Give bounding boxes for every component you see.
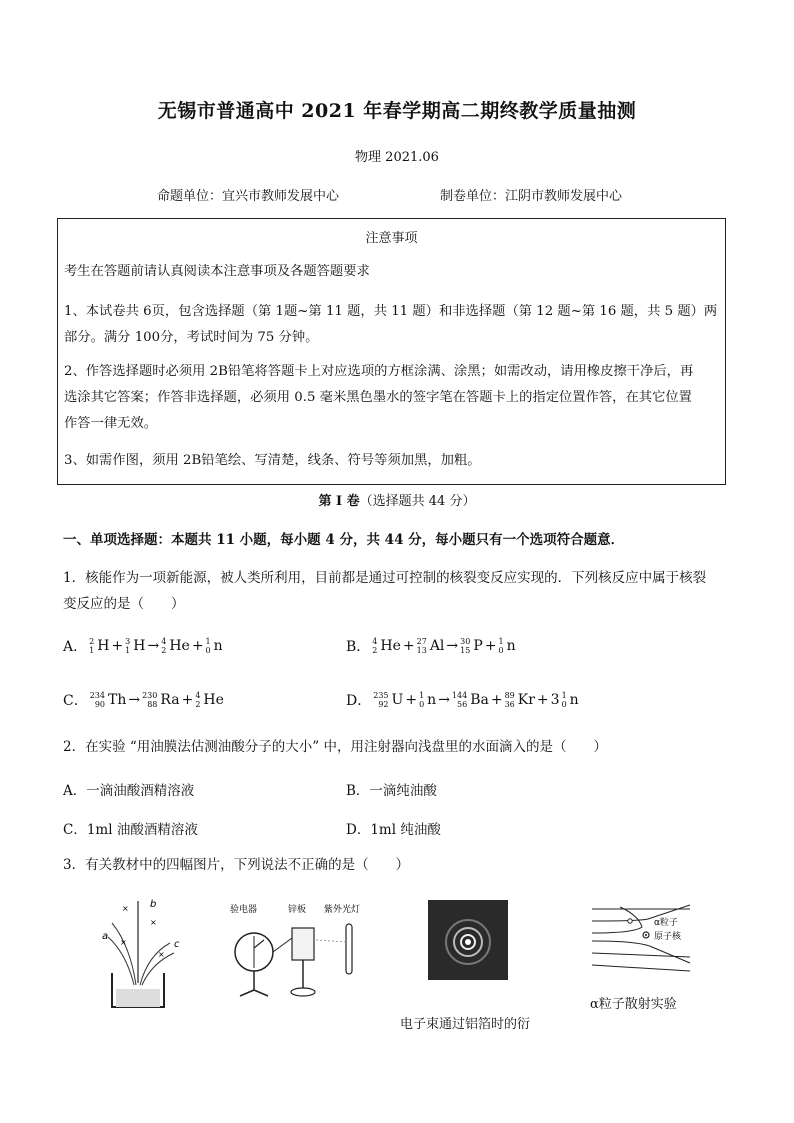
label-zinc: 锌板 [288,905,307,915]
notice-line: 考生在答题前请认真阅读本注意事项及各题答题要求 [64,264,370,279]
q1-option-d: D． 235 92 U + 1 0 n → 144 56 Ba + 89 36 Kr + 3 1 0 n [346,691,579,709]
option-label: C． [63,693,88,709]
q1-option-a: A． 2 1 H + 3 1 H → 4 2 He + 1 0 n [63,637,223,655]
notice-box [57,218,726,485]
notice-title: 注意事项 [365,231,418,246]
q2-stem: 2．在实验 “用油膜法估测油酸分子的大小” 中，用注射器向浅盘里的水面滴入的是（ ） [63,739,607,755]
svg-text:×: × [122,904,129,913]
notice-line: 选涂其它答案；作答非选择题，必须用 0.5 毫米黑色墨水的签字笔在答题卡上的指定位置作答，在其它位置 [64,390,692,405]
figure-alpha-scattering [590,895,700,985]
section-heading: 一、单项选择题：本题共 11 小题，每小题 4 分，共 44 分，每小题只有一个选项符合题意． [63,532,625,548]
compiler-unit: 制卷单位：江阴市教师发展中心 [440,189,623,204]
diffraction-rings [428,900,508,980]
option-label: A． [63,639,88,655]
part-label: 第 Ⅰ 卷 [318,494,360,509]
notice-line: 3、如需作图，须用 2B铅笔绘、写清楚，线条、符号等须加黑，加粗。 [64,453,481,468]
svg-text:×: × [158,950,165,959]
option-label: B． [346,639,371,655]
q1-stem-line1: 1．核能作为一项新能源，被人类所利用，目前都是通过可控制的核裂变反应实现的．下列核反应中属于核裂 [63,570,707,586]
q2-option-b: B．一滴纯油酸 [346,783,437,799]
figure-electron-diffraction [428,900,508,980]
caption-electron-diffraction: 电子束通过铝箔时的衍 [400,1017,531,1032]
label-a: a [102,931,109,942]
notice-line: 部分。满分 100分，考试时间为 75 分钟。 [64,330,319,345]
label-uv-lamp: 紫外光灯 [324,905,361,915]
part-desc: （选择题共 44 分） [359,494,476,509]
q1-stem-line2: 变反应的是（ ） [63,596,185,612]
option-label: D． [346,693,372,709]
label-electroscope: 验电器 [230,905,258,915]
q2-option-a: A．一滴油酸酒精溶液 [63,783,195,799]
q1-option-b: B． 4 2 He + 27 13 Al → 30 15 P + 1 0 n [346,637,516,655]
caption-alpha-scattering: α粒子散射实验 [590,997,677,1012]
label-c: c [174,939,180,950]
svg-text:×: × [120,938,127,947]
subject-date: 物理 2021.06 [355,150,439,165]
q2-option-c: C．1ml 油酸酒精溶液 [63,822,198,838]
notice-line: 2、作答选择题时必须用 2B铅笔将答题卡上对应选项的方框涂满、涂黑；如需改动，请用橡皮擦干净后，再 [64,364,694,379]
figure-photoelectric [228,902,378,1006]
label-alpha-particle: α粒子 [654,918,678,928]
notice-line: 1、本试卷共 6页，包含选择题（第 1题~第 11 题，共 11 题）和非选择题（第 12 题~第 16 题，共 5 题）两 [64,304,718,319]
svg-text:×: × [150,918,157,927]
notice-line: 作答一律无效。 [64,416,158,431]
figure-radiation-deflection [92,895,202,1015]
q1-option-c: C． 234 90 Th → 230 88 Ra + 4 2 He [63,691,224,709]
q2-option-d: D．1ml 纯油酸 [346,822,441,838]
label-nucleus: 原子核 [654,932,682,942]
page-title: 无锡市普通高中 2021 年春学期高二期终教学质量抽测 [157,100,637,122]
q3-stem: 3．有关教材中的四幅图片，下列说法不正确的是（ ） [63,857,410,873]
label-b: b [150,899,157,910]
part-heading [0,490,794,509]
setter-unit: 命题单位：宜兴市教师发展中心 [157,189,340,204]
